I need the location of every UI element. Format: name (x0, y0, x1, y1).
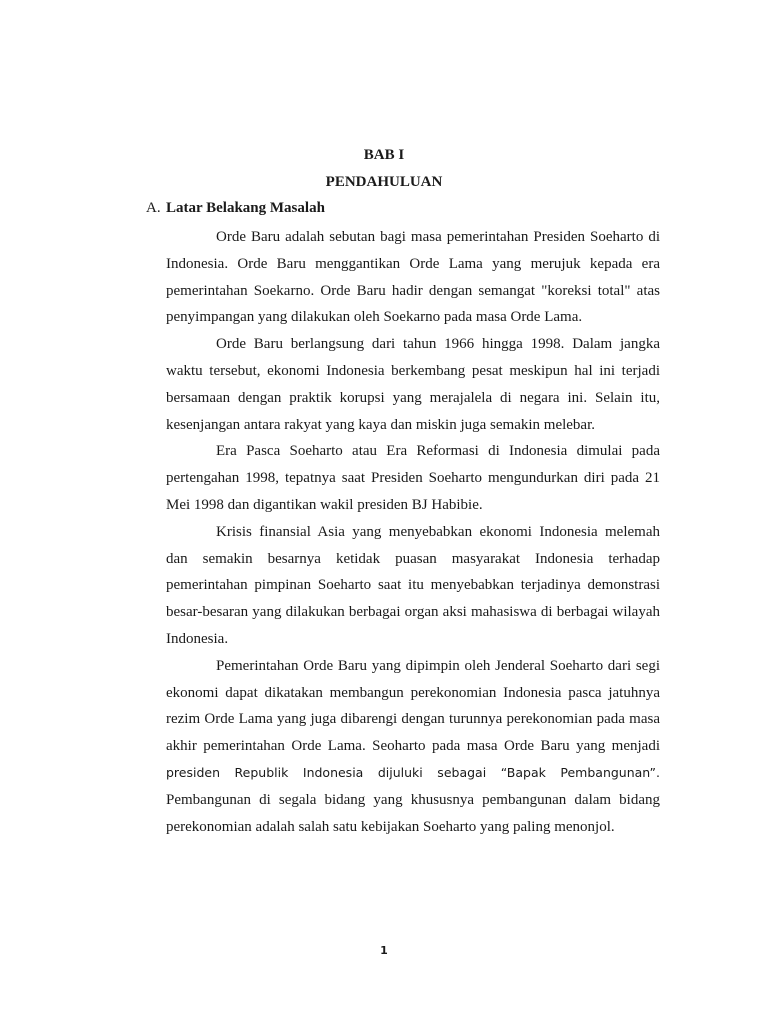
paragraph (166, 653, 660, 841)
paragraph: Orde Baru adalah sebutan bagi masa pemerintahan Presiden Soeharto di Indonesia. Orde Baru menggantikan Orde Lama yang merujuk kepada era pemerintahan Soekarno. Orde Baru hadir dengan semangat "koreksi total" atas penyimpangan yang dilakukan oleh Soekarno pada masa Orde Lama. (166, 229, 660, 326)
paragraph: Orde Baru berlangsung dari tahun 1966 hingga 1998. Dalam jangka waktu tersebut, ekonomi Indonesia berkembang pesat meskipun hal ini terjadi bersamaan dengan praktik korupsi yang merajalela di negara ini. Selain itu, kesenjangan antara rakyat yang kaya dan miskin juga semakin melebar. (166, 336, 660, 433)
paragraph-text-alt-font: presiden Republik Indonesia dijuluki sebagai “Bapak Pembangunan”. (166, 764, 660, 780)
chapter-label: BAB I (363, 147, 405, 163)
section-letter: A. (146, 200, 161, 216)
paragraph-text: Pemerintahan Orde Baru yang dipimpin oleh Jenderal Soeharto dari segi ekonomi dapat dikatakan membangun perekonomian Indonesia pasca jatuhnya rezim Orde Lama yang juga dibarengi dengan turunnya perekonomian pada masa akhir pemerintahan Orde Lama. Seoharto pada masa Orde Baru yang menjadi (166, 657, 660, 755)
paragraph: Krisis finansial Asia yang menyebabkan ekonomi Indonesia melemah dan semakin besarnya ketidak puasan masyarakat Indonesia terhadap pemerintahan pimpinan Soeharto saat itu menyebabkan terjadinya demonstrasi besar-besaran yang dilakukan berbagai organ aksi mahasiswa di berbagai wilayah Indonesia. (166, 523, 660, 647)
section-heading-text: Latar Belakang Masalah (166, 200, 325, 216)
paragraph: Era Pasca Soeharto atau Era Reformasi di Indonesia dimulai pada pertengahan 1998, tepatnya saat Presiden Soeharto mengundurkan diri pada 21 Mei 1998 dan digantikan wakil presiden BJ Habibie. (166, 443, 660, 513)
page-number: 1 (380, 944, 388, 957)
chapter-title: PENDAHULUAN (325, 174, 443, 190)
paragraph-text: Pembangunan di segala bidang yang khususnya pembangunan dalam bidang perekonomian adalah salah satu kebijakan Soeharto yang paling menonjol. (166, 791, 660, 835)
body-text (166, 224, 660, 840)
section-heading (146, 200, 325, 217)
